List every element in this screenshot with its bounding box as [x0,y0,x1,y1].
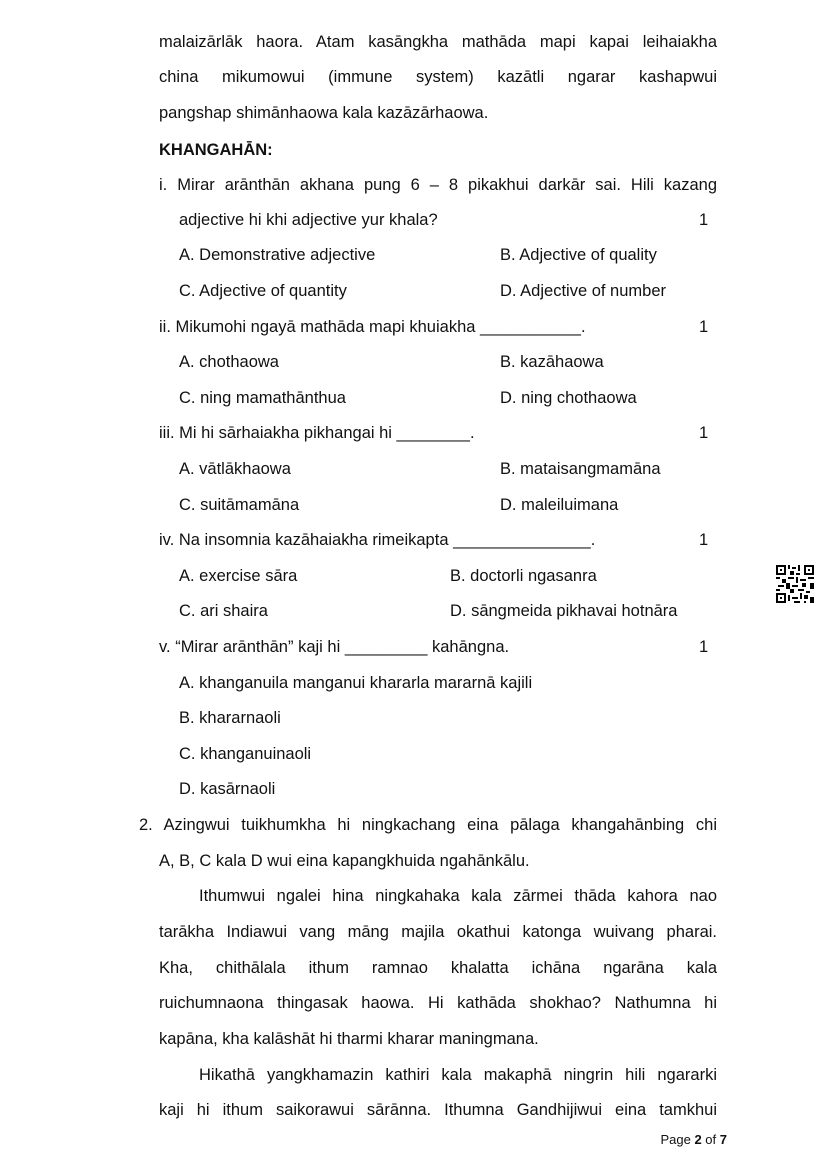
question-iii-option-a: A. vātlākhaowa [179,460,291,478]
question-iv-mark: 1 [699,531,709,549]
qr-code-icon [776,565,814,603]
question-v-text: v. “Mirar arānthān” kaji hi _________ kahāngna. [159,638,510,656]
page-label: Page [660,1132,691,1147]
passage-line-2: tarākha Indiawui vang māng majila okathui katonga wuivang pharai. [159,923,717,941]
question-v-mark: 1 [699,638,709,656]
question-iii-option-d: D. maleiluimana [500,496,619,514]
question-v-option-a: A. khanganuila manganui khararla mararnā kajili [179,674,533,692]
question-iii-text: iii. Mi hi sārhaiakha pikhangai hi ________. [159,424,475,442]
question-ii-option-a: A. chothaowa [179,353,279,371]
passage-line-5: kapāna, kha kalāshāt hi tharmi kharar maningmana. [159,1030,539,1048]
passage-line-3: Kha, chithālala ithum ramnao khalatta ichāna ngarāna kala [159,959,717,977]
intro-line-3: pangshap shimānhaowa kala kazāzārhaowa. [159,104,489,122]
question-i-line-1: i. Mirar arānthān akhana pung 6 – 8 pikakhui darkār sai. Hili kazang [159,176,717,194]
question-ii-option-b: B. kazāhaowa [500,353,604,371]
question-ii-option-d: D. ning chothaowa [500,389,637,407]
question-v-option-d: D. kasārnaoli [179,780,276,798]
question-i-option-c: C. Adjective of quantity [179,282,347,300]
question-ii-option-c: C. ning mamathānthua [179,389,346,407]
question-iv-option-b: B. doctorli ngasanra [450,567,597,585]
passage-line-1: Ithumwui ngalei hina ningkahaka kala zārmei thāda kahora nao [199,887,717,905]
question-i-line-2: adjective hi khi adjective yur khala? [179,211,438,229]
passage-line-7: kaji hi ithum saikorawui sārānna. Ithumna Gandhijiwui eina tamkhui [159,1101,717,1119]
page-current: 2 [694,1132,702,1147]
section-heading: KHANGAHĀN: [159,141,273,159]
question-2-line-1: 2. Azingwui tuikhumkha hi ningkachang eina pālaga khangahānbing chi [139,816,717,834]
question-i-option-d: D. Adjective of number [500,282,666,300]
question-iv-text: iv. Na insomnia kazāhaiakha rimeikapta _______________. [159,531,596,549]
question-iv-option-d: D. sāngmeida pikhavai hotnāra [450,602,678,620]
question-v-option-c: C. khanganuinaoli [179,745,312,763]
question-v-option-b: B. khararnaoli [179,709,281,727]
question-2-line-2: A, B, C kala D wui eina kapangkhuida ngahānkālu. [159,852,530,870]
question-ii-text: ii. Mikumohi ngayā mathāda mapi khuiakha ___________. [159,318,586,336]
question-i-mark: 1 [699,211,709,229]
question-i-option-a: A. Demonstrative adjective [179,246,376,264]
passage-line-4: ruichumnaona thingasak haowa. Hi kathāda shokhao? Nathumna hi [159,994,717,1012]
page-number [660,1131,727,1149]
intro-line-2: china mikumowui (immune system) kazātli ngarar kashapwui [159,68,717,86]
question-iii-option-c: C. suitāmamāna [179,496,300,514]
question-ii-mark: 1 [699,318,709,336]
question-iii-mark: 1 [699,424,709,442]
page-of-label: of [705,1132,717,1147]
passage-line-6: Hikathā yangkhamazin kathiri kala makaphā ningrin hili ngararki [199,1066,717,1084]
question-iii-option-b: B. mataisangmamāna [500,460,661,478]
question-iv-option-a: A. exercise sāra [179,567,298,585]
intro-line-1: malaizārlāk haora. Atam kasāngkha mathāda mapi kapai leihaiakha [159,33,717,51]
question-iv-option-c: C. ari shaira [179,602,268,620]
page-total: 7 [719,1132,727,1147]
question-i-option-b: B. Adjective of quality [500,246,657,264]
